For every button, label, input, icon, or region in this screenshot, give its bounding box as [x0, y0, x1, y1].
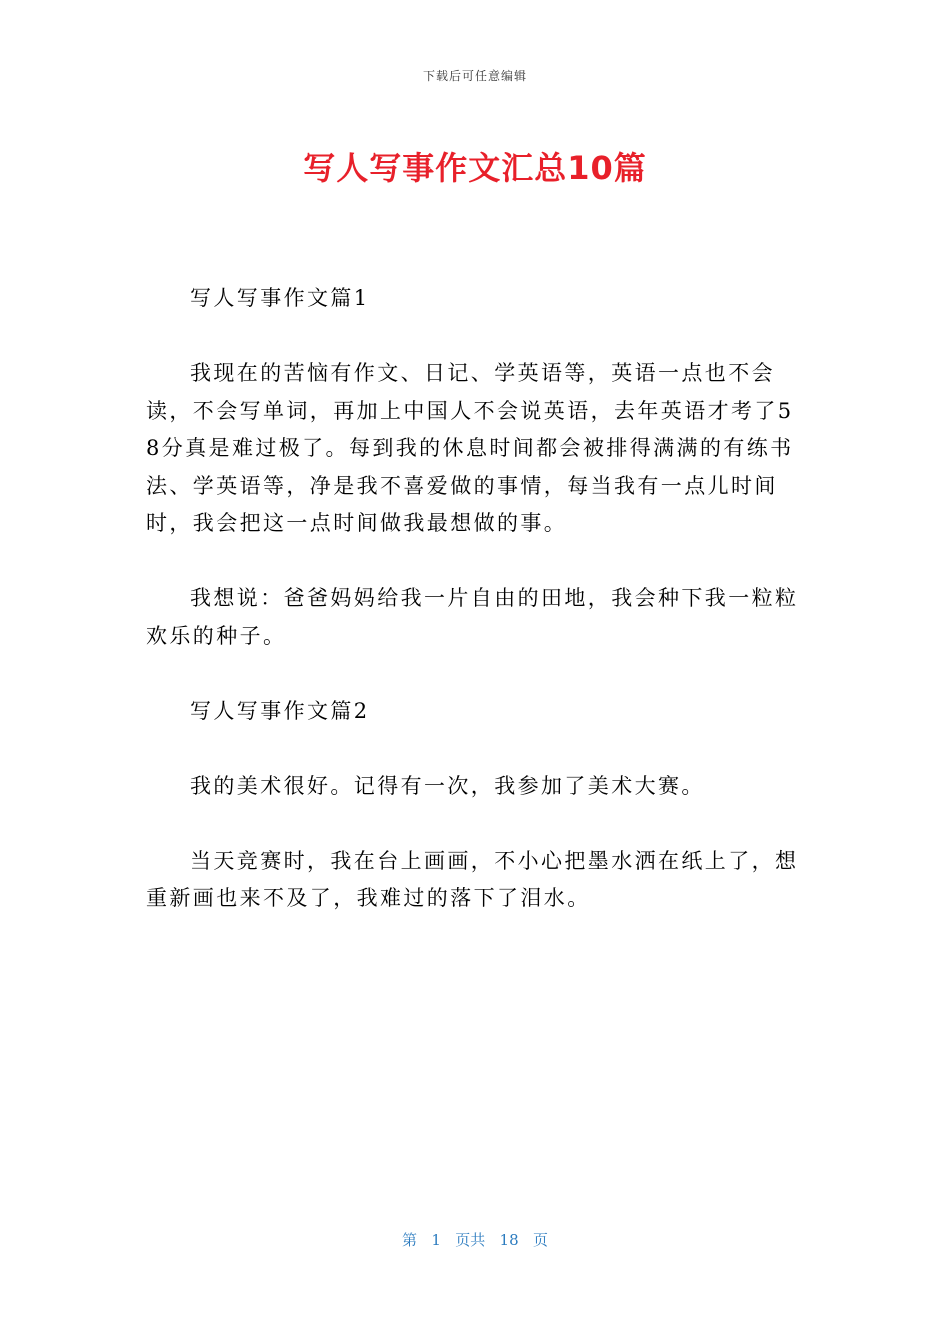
body-paragraph: 我现在的苦恼有作文、日记、学英语等，英语一点也不会读，不会写单词，再加上中国人不会说英语，去年英语才考了58分真是难过极了。每到我的休息时间都会被排得满满的有练书法、学英语等，净是我不喜爱做的事情，每当我有一点儿时间时，我会把这一点时间做我最想做的事。 — [146, 361, 794, 535]
body-paragraph: 我想说：爸爸妈妈给我一片自由的田地，我会种下我一粒粒欢乐的种子。 — [146, 586, 799, 648]
body-paragraph: 当天竞赛时，我在台上画画，不小心把墨水洒在纸上了，想重新画也来不及了，我难过的落下了泪水。 — [146, 848, 799, 910]
current-page-number: 1 — [431, 1231, 441, 1249]
section-heading-2: 写人写事作文篇2 — [190, 698, 370, 723]
document-title: 写人写事作文汇总10篇 — [303, 149, 647, 187]
footer-prefix: 第 — [402, 1231, 418, 1249]
header-note: 下载后可任意编辑 — [422, 69, 527, 83]
body-paragraph: 我的美术很好。记得有一次，我参加了美术大赛。 — [190, 773, 705, 798]
section-heading-1: 写人写事作文篇1 — [190, 286, 370, 310]
footer-suffix: 页 — [532, 1231, 548, 1249]
page-footer — [0, 1229, 950, 1250]
total-page-number: 18 — [499, 1231, 519, 1249]
footer-mid: 页共 — [455, 1231, 486, 1249]
document-body — [146, 280, 806, 955]
